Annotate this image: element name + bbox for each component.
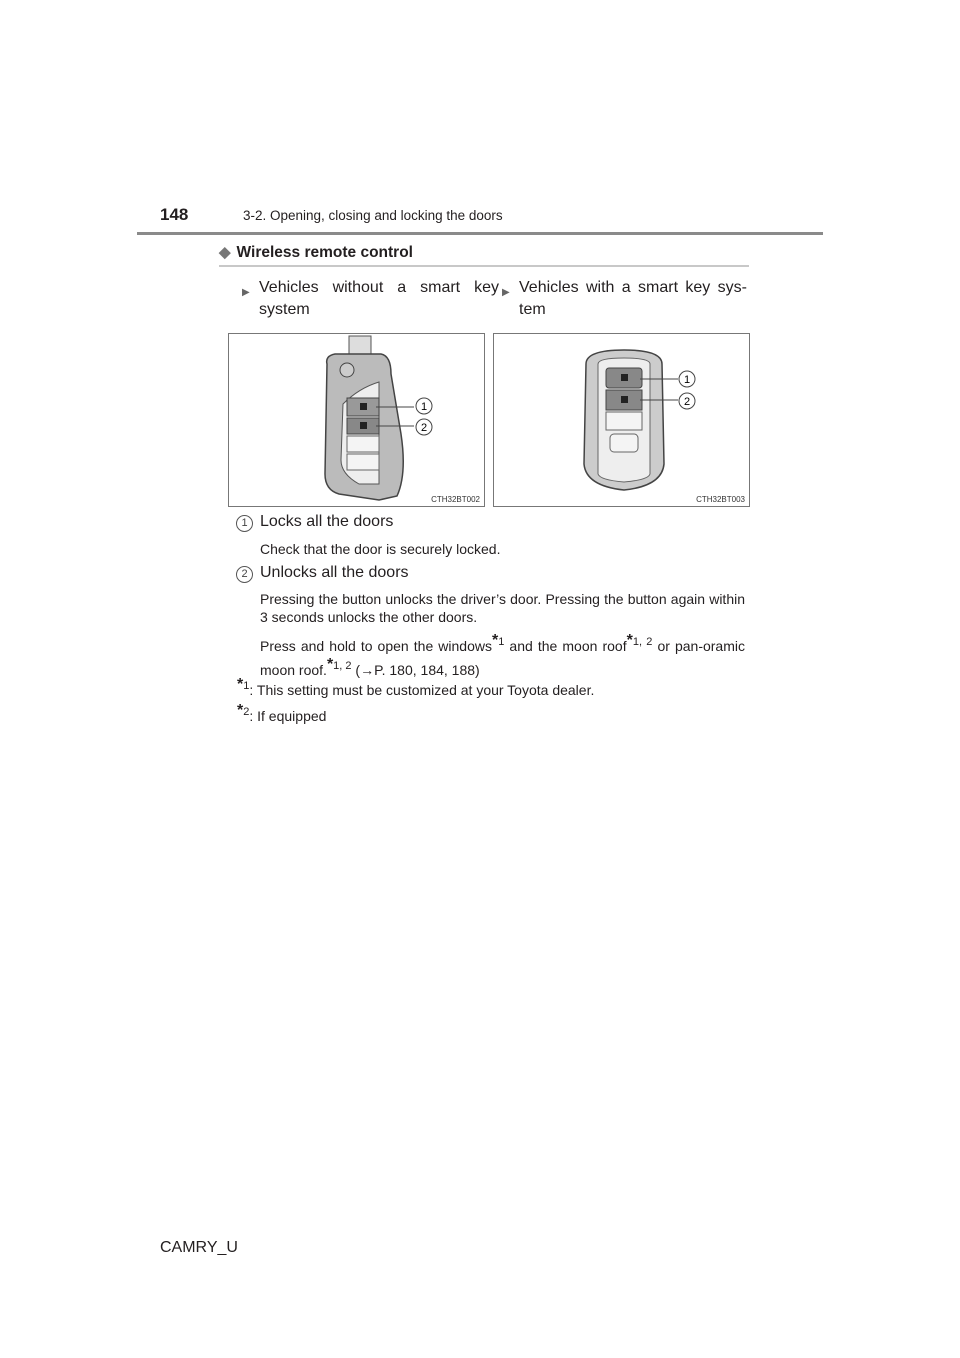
callout-2: 2 <box>683 396 691 408</box>
item-lock <box>241 513 394 531</box>
section-heading <box>219 243 413 262</box>
page-reference: (→P. 180, 184, 188) <box>351 662 480 678</box>
variant-without-smart-key <box>242 277 499 321</box>
footnote-1 <box>237 676 595 698</box>
text: or pan-oramic moon roof. <box>260 638 745 678</box>
item-title: Unlocks all the doors <box>260 564 409 581</box>
heading-divider <box>219 265 749 267</box>
flip-key-illustration <box>228 333 485 507</box>
footnote-ref: 1, 2 <box>333 660 352 673</box>
heading-text: Wireless remote control <box>236 244 413 261</box>
diamond-icon: ◆ <box>219 244 231 261</box>
text: Press and hold to open the windows <box>260 638 492 654</box>
footnote-num: 2 <box>243 706 250 719</box>
smart-key-icon <box>494 334 749 506</box>
section-title: 3-2. Opening, closing and locking the doors <box>243 208 503 223</box>
smart-key-illustration <box>493 333 750 507</box>
number-circle: 2 <box>236 566 253 583</box>
callout-2: 2 <box>420 422 428 434</box>
figure-code: CTH32BT003 <box>696 495 745 504</box>
variant-with-smart-key <box>502 277 747 321</box>
footnote-ref: 1 <box>498 636 505 649</box>
callout-1: 1 <box>683 374 691 386</box>
variant-label: Vehicles with a smart key sys- tem <box>519 279 747 318</box>
footnote-text: : This setting must be customized at your Toyota dealer. <box>249 682 595 698</box>
figure-code: CTH32BT002 <box>431 495 480 504</box>
page-number: 148 <box>160 205 189 224</box>
header-divider <box>137 232 823 235</box>
footnote-mark: * <box>237 676 244 694</box>
text: and the moon roof <box>504 638 627 654</box>
footnote-2 <box>237 702 327 724</box>
footnote-mark: * <box>237 702 244 720</box>
triangle-bullet-icon: ▶ <box>502 287 510 298</box>
flip-key-icon <box>229 334 484 506</box>
item-unlock-hold-text: Press and hold to open the windows$^{*1}$ and the moon roof$^{*1, 2}$ or pan-oramic moon roof.$^{*1, 2}$ (→P. 180, 184, 188) <box>260 632 745 678</box>
triangle-bullet-icon: ▶ <box>242 287 250 298</box>
item-lock-text: Check that the door is securely locked. <box>260 541 501 557</box>
footnote-text: : If equipped <box>249 708 327 724</box>
item-title: Locks all the doors <box>260 513 394 530</box>
item-unlock <box>241 564 409 582</box>
number-circle: 1 <box>236 515 253 532</box>
callout-1: 1 <box>420 401 428 413</box>
footnote-ref: 1, 2 <box>632 636 653 649</box>
footer-model: CAMRY_U <box>160 1239 238 1256</box>
footnote-num: 1 <box>243 680 250 693</box>
item-unlock-text: Pressing the button unlocks the driver’s door. Pressing the button again within 3 seconds unlocks the other doors. <box>260 591 745 625</box>
variant-label: Vehicles without a smart key system <box>259 279 499 318</box>
